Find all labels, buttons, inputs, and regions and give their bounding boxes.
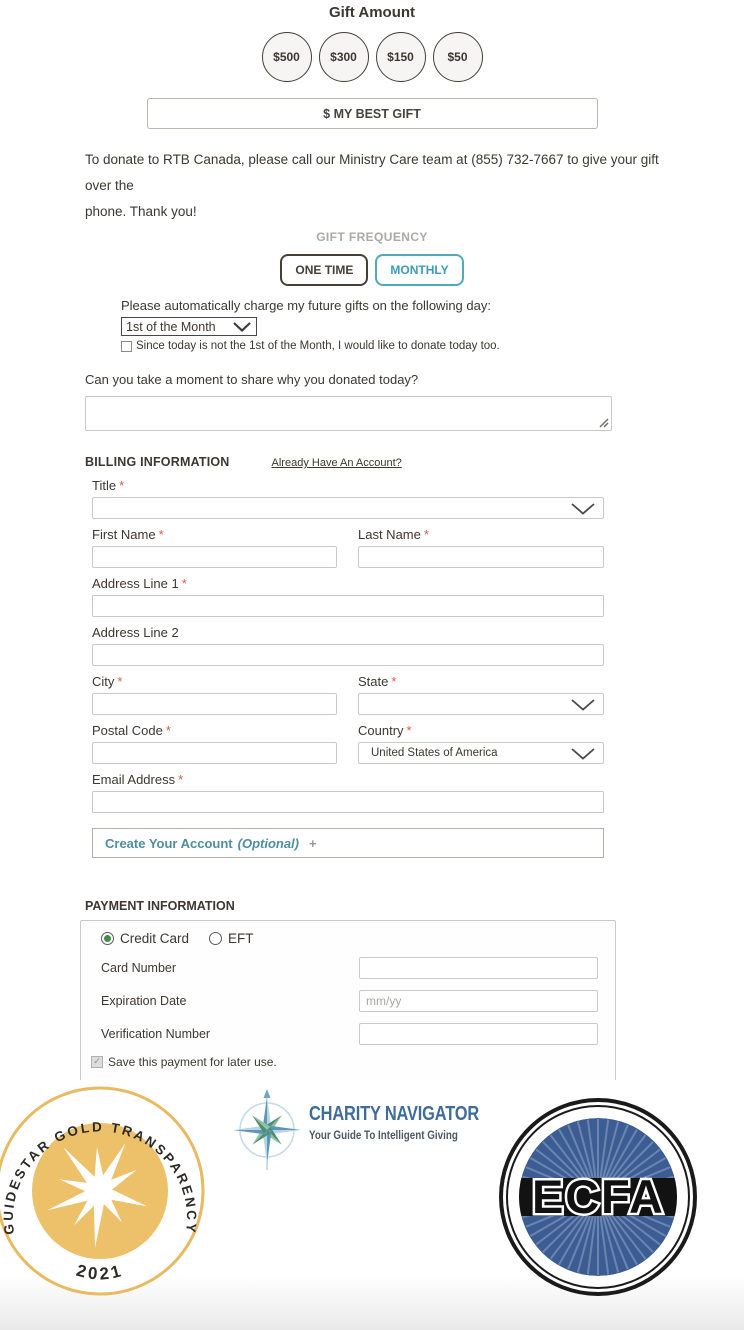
email-input[interactable]: [92, 791, 604, 813]
last-name-label-text: Last Name: [358, 527, 421, 542]
gift-amount-heading: Gift Amount: [328, 4, 416, 21]
donate-today-checkbox[interactable]: [121, 341, 132, 352]
required-asterisk: *: [178, 772, 184, 787]
eft-label: EFT: [228, 931, 254, 946]
city-label: [92, 674, 337, 689]
state-label-text: State: [358, 674, 389, 689]
radio-unselected-icon[interactable]: [209, 932, 222, 945]
save-payment-label: Save this payment for later use.: [108, 1055, 277, 1069]
billing-form: [92, 478, 604, 858]
gift-frequency-options: [0, 254, 744, 286]
create-account-label: Create Your Account: [105, 835, 233, 851]
resize-grip-icon[interactable]: [598, 417, 609, 428]
chevron-down-icon: [571, 699, 595, 711]
my-best-gift-button[interactable]: $ MY BEST GIFT: [147, 98, 598, 129]
address2-label: [92, 625, 604, 640]
first-name-label-text: First Name: [92, 527, 156, 542]
postal-code-label: [92, 723, 337, 738]
payment-method-options: [101, 931, 615, 946]
postal-code-input[interactable]: [92, 742, 337, 764]
comment-prompt-label: Can you take a moment to share why you donated today?: [85, 372, 419, 387]
amount-150-button[interactable]: $150: [376, 32, 426, 82]
amount-500-button[interactable]: $500: [262, 32, 312, 82]
last-name-input[interactable]: [358, 546, 604, 568]
guidestar-gold-transparency-badge: [0, 1085, 206, 1297]
chevron-down-icon: [571, 503, 595, 515]
payment-information-heading: PAYMENT INFORMATION: [85, 899, 235, 913]
email-label: [92, 772, 604, 787]
verification-number-label: Verification Number: [101, 1027, 211, 1041]
save-payment-row: [91, 1055, 615, 1069]
plus-icon: +: [309, 835, 317, 851]
credit-card-radio-option[interactable]: [101, 931, 189, 946]
required-asterisk: *: [117, 674, 123, 689]
charity-navigator-tagline: Your Guide To Intelligent Giving: [309, 1128, 458, 1142]
required-asterisk: *: [165, 723, 171, 738]
required-asterisk: *: [391, 674, 397, 689]
charge-day-select[interactable]: [121, 317, 257, 336]
state-label: [358, 674, 604, 689]
expiration-date-input[interactable]: [359, 990, 598, 1012]
phone-donation-note: [85, 147, 674, 225]
charity-navigator-logo: [231, 1088, 516, 1174]
email-label-text: Email Address: [92, 772, 176, 787]
donate-today-row: [121, 340, 744, 352]
charity-navigator-name: CHARITY NAVIGATOR: [309, 1103, 480, 1125]
card-number-label: Card Number: [101, 961, 177, 975]
amount-300-button[interactable]: $300: [319, 32, 369, 82]
address2-input[interactable]: [92, 644, 604, 666]
required-asterisk: *: [406, 723, 412, 738]
title-label: [92, 478, 604, 493]
comment-textarea[interactable]: [85, 396, 612, 431]
country-selected-value: United States of America: [371, 747, 498, 759]
phone-note-line1: To donate to RTB Canada, please call our Ministry Care team at (855) 732-7667 to give your gift over the: [85, 152, 659, 193]
address1-label-text: Address Line 1: [92, 576, 179, 591]
country-label-text: Country: [358, 723, 404, 738]
expiration-date-label: Expiration Date: [101, 994, 187, 1008]
credit-card-label: Credit Card: [120, 931, 190, 946]
country-label: [358, 723, 604, 738]
payment-panel: [80, 920, 616, 1082]
first-name-label: [92, 527, 337, 542]
save-payment-checkbox[interactable]: ✓: [91, 1056, 103, 1068]
ecfa-wordmark: ECFA: [532, 1170, 664, 1223]
chevron-down-icon: [571, 748, 595, 760]
guidestar-year-text: 2021: [74, 1260, 126, 1284]
address1-label: [92, 576, 604, 591]
already-have-account-link[interactable]: Already Have An Account?: [271, 457, 402, 469]
city-label-text: City: [92, 674, 115, 689]
title-select[interactable]: [92, 497, 604, 519]
charge-day-value: 1st of the Month: [126, 319, 216, 334]
title-label-text: Title: [92, 478, 117, 493]
eft-radio-option[interactable]: [209, 931, 254, 946]
card-number-input[interactable]: [359, 957, 598, 979]
required-asterisk: *: [119, 478, 125, 493]
state-select[interactable]: [358, 693, 604, 715]
city-input[interactable]: [92, 693, 337, 715]
create-account-optional-label: (Optional): [237, 835, 300, 851]
billing-information-heading: BILLING INFORMATION: [85, 455, 230, 469]
guidestar-arc-text: GUIDESTAR GOLD TRANSPARENCY: [0, 1119, 200, 1236]
last-name-label: [358, 527, 604, 542]
chevron-down-icon: [233, 322, 251, 332]
verification-number-input[interactable]: [359, 1023, 598, 1045]
accreditation-footer: [0, 1080, 744, 1330]
charge-day-label: Please automatically charge my future gifts on the following day:: [121, 298, 491, 313]
address2-label-text: Address Line 2: [92, 625, 179, 640]
postal-code-label-text: Postal Code: [92, 723, 163, 738]
comment-textarea-wrap: [85, 396, 612, 431]
required-asterisk: *: [181, 576, 187, 591]
required-asterisk: *: [423, 527, 429, 542]
gift-frequency-heading: GIFT FREQUENCY: [316, 230, 428, 244]
address1-input[interactable]: [92, 595, 604, 617]
monthly-button[interactable]: MONTHLY: [375, 254, 463, 286]
donate-today-label: Since today is not the 1st of the Month, I would like to donate today too.: [136, 340, 500, 352]
gift-amount-options: [0, 32, 744, 82]
country-select[interactable]: [358, 742, 604, 764]
one-time-button[interactable]: ONE TIME: [280, 254, 368, 286]
radio-dot: [104, 935, 111, 942]
amount-50-button[interactable]: $50: [433, 32, 483, 82]
required-asterisk: *: [158, 527, 164, 542]
first-name-input[interactable]: [92, 546, 337, 568]
ecfa-badge: [498, 1097, 698, 1297]
phone-note-line2: phone. Thank you!: [85, 204, 197, 219]
create-account-expander[interactable]: [92, 828, 604, 858]
compass-rose-icon: [231, 1088, 303, 1174]
radio-selected-icon[interactable]: [101, 932, 114, 945]
